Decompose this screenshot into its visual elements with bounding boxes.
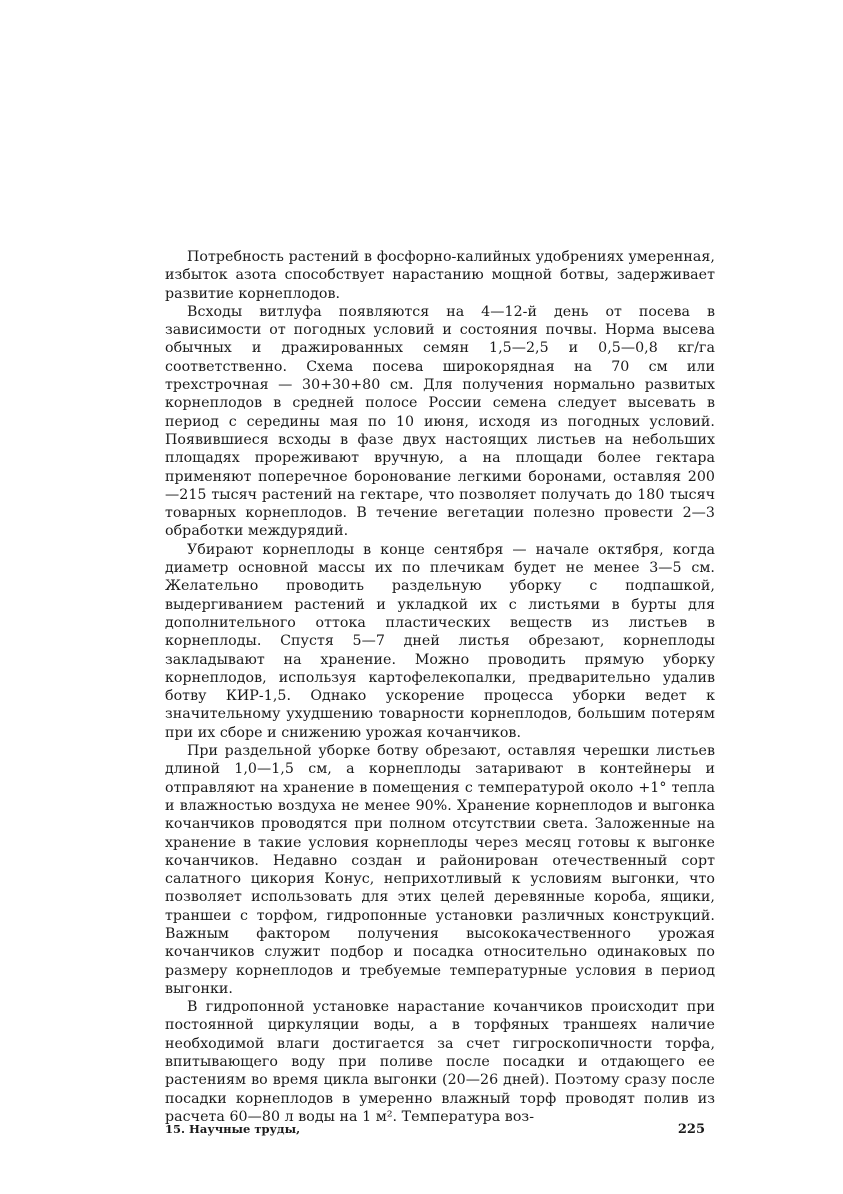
paragraph-2: Всходы витлуфа появляются на 4—12-й день от посева в зависимости от погодных условий и состояния почвы. Норма высева обычных и дражированных семян 1,5—2,5 и 0,5—0,8 кг/га соответственно. Схема посева широкорядная на 70 см или трехстрочная — 30+30+80 см. Для получения нормально развитых корнеплодов в средней полосе России семена следует высевать в период с середины мая по 10 июня, исходя из погодных условий. Появившиеся всходы в фазе двух настоящих листьев на небольших площадях прореживают вручную, а на площади более гектара применяют поперечное боронование легкими боронами, оставляя 200—215 тысяч растений на гектаре, что позволяет получать до 180 тысяч товарных корнеплодов. В течение вегетации полезно провести 2—3 обработки междурядий.: [165, 303, 715, 540]
page-footer: [165, 1122, 705, 1140]
signature-mark: 15. Научные труды,: [165, 1122, 301, 1136]
page-number: 225: [677, 1122, 705, 1137]
paragraph-3: Убирают корнеплоды в конце сентября — начале октября, когда диаметр основной массы их по плечикам будет не менее 3—5 см. Желательно проводить раздельную уборку с подпашкой, выдергиванием растений и укладкой их с листьями в бурты для дополнительного оттока пластических веществ из листьев в корнеплоды. Спустя 5—7 дней листья обрезают, корнеплоды закладывают на хранение. Можно проводить прямую уборку корнеплодов, используя картофелекопалки, предварительно удалив ботву КИР-1,5. Однако ускорение процесса уборки ведет к значительному ухудшению товарности корнеплодов, большим потерям при их сборе и снижению урожая кочанчиков.: [165, 541, 715, 741]
paragraph-5: В гидропонной установке нарастание кочанчиков происходит при постоянной циркуляции воды, а в торфяных траншеях наличие необходимой влаги достигается за счет гигроскопичности торфа, впитывающего воду при поливе после посадки и отдающего ее растениям во время цикла выгонки (20—26 дней). Поэтому сразу после посадки корнеплодов в умеренно влажный торф проводят полив из расчета 60—80 л воды на 1 м². Температура воз-: [165, 999, 715, 1125]
paragraph-4: При раздельной уборке ботву обрезают, оставляя черешки листьев длиной 1,0—1,5 см, а корнеплоды затаривают в контейнеры и отправляют на хранение в помещения с температурой около +1° тепла и влажностью воздуха не менее 90%. Хранение корнеплодов и выгонка кочанчиков проводятся при полном отсутствии света. Заложенные на хранение в такие условия корнеплоды через месяц готовы к выгонке кочанчиков. Недавно создан и районирован отечественный сорт салатного цикория Конус, неприхотливый к условиям выгонки, что позволяет использовать для этих целей деревянные короба, ящики, траншеи с торфом, гидропонные установки различных конструкций. Важным фактором получения высококачественного урожая кочанчиков служит подбор и посадка относительно одинаковых по размеру корнеплодов и требуемые температурные условия в период выгонки.: [165, 743, 715, 997]
text-body: [165, 248, 715, 1126]
paragraph-1: Потребность растений в фосфорно-калийных удобрениях умеренная, избыток азота способствует нарастанию мощной ботвы, задерживает развитие корнеплодов.: [165, 249, 715, 302]
